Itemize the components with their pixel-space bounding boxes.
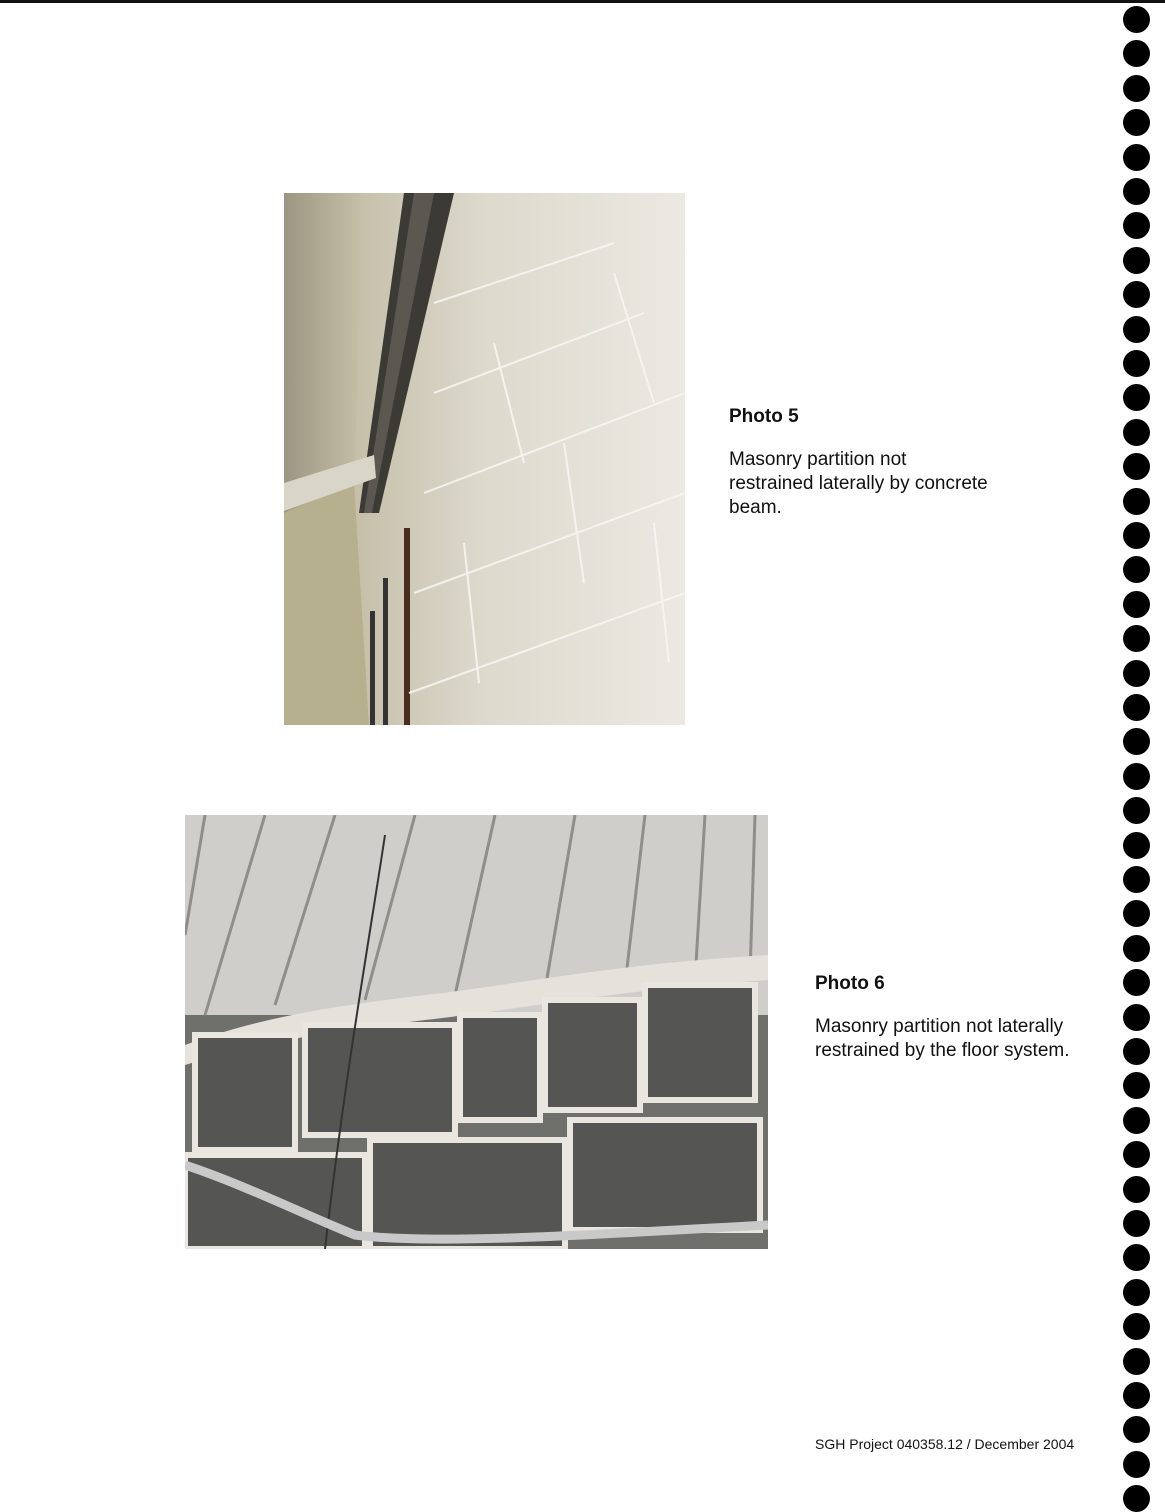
binding-hole [1123, 969, 1150, 996]
binding-hole [1123, 1485, 1150, 1512]
binding-hole [1123, 728, 1150, 755]
binding-hole [1123, 178, 1150, 205]
binding-hole [1123, 1210, 1150, 1237]
binding-hole [1123, 1072, 1150, 1099]
binding-hole [1123, 1451, 1150, 1478]
binding-hole [1123, 1038, 1150, 1065]
binding-hole [1123, 419, 1150, 446]
binding-hole [1123, 900, 1150, 927]
photo-6-description: Masonry partition not laterally restrained by the floor system. [815, 1016, 1070, 1061]
binding-hole [1123, 144, 1150, 171]
binding-hole [1123, 935, 1150, 962]
binding-hole [1123, 522, 1150, 549]
binding-hole [1123, 1382, 1150, 1409]
binding-hole [1123, 316, 1150, 343]
binding-hole [1123, 1141, 1150, 1168]
binding-hole [1123, 1176, 1150, 1203]
binding-hole [1123, 212, 1150, 239]
binding-hole [1123, 488, 1150, 515]
binding-hole [1123, 453, 1150, 480]
binding-hole [1123, 1416, 1150, 1443]
binding-hole [1123, 1348, 1150, 1375]
top-edge-rule [0, 0, 1165, 3]
binding-hole [1123, 384, 1150, 411]
binding-hole [1123, 281, 1150, 308]
binding-hole [1123, 247, 1150, 274]
binding-hole [1123, 556, 1150, 583]
photo-6-image [185, 815, 768, 1249]
binding-hole [1123, 1004, 1150, 1031]
binding-hole [1123, 75, 1150, 102]
photo-5-description: Masonry partition not restrained laterally by concrete beam. [729, 449, 988, 518]
binding-hole [1123, 350, 1150, 377]
binding-hole [1123, 763, 1150, 790]
photo-5-image [284, 193, 685, 725]
photo-6-caption [815, 973, 1075, 1063]
binding-hole [1123, 40, 1150, 67]
photo-5-caption [729, 406, 989, 520]
photo-6-title: Photo 6 [815, 973, 885, 994]
binding-hole [1123, 625, 1150, 652]
binding-hole [1123, 109, 1150, 136]
masonry-wall-beam-photo [284, 193, 685, 725]
binding-hole [1123, 1313, 1150, 1340]
page-footer: SGH Project 040358.12 / December 2004 [815, 1436, 1075, 1452]
photo-5-title: Photo 5 [729, 406, 799, 427]
binding-hole [1123, 1279, 1150, 1306]
binding-hole [1123, 1244, 1150, 1271]
binding-hole [1123, 660, 1150, 687]
binding-hole [1123, 6, 1150, 33]
masonry-wall-deck-photo [185, 815, 768, 1249]
binding-hole [1123, 832, 1150, 859]
binding-hole [1123, 866, 1150, 893]
binding-hole [1123, 797, 1150, 824]
binding-hole [1123, 694, 1150, 721]
binding-hole [1123, 1107, 1150, 1134]
binding-hole [1123, 591, 1150, 618]
binding-holes [1121, 6, 1155, 1498]
